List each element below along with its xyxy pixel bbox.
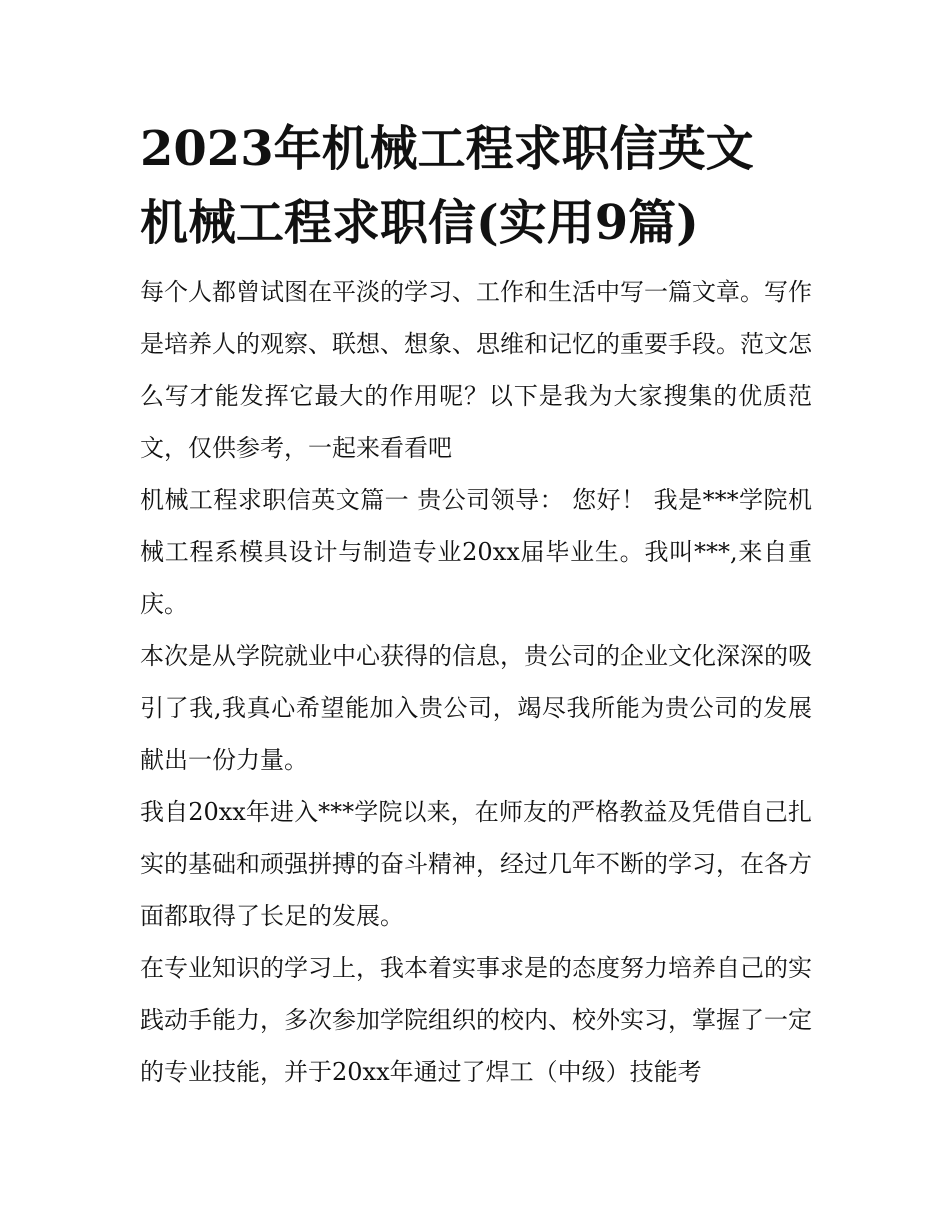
- document-title: [140, 112, 812, 260]
- paragraph-greeting: 机械工程求职信英文篇一 贵公司领导： 您好！ 我是***学院机械工程系模具设计与制造专业20xx届毕业生。我叫***,来自重庆。: [140, 486, 812, 618]
- title-line-1: 2023年机械工程求职信英文: [140, 121, 754, 177]
- paragraph-skills: 在专业知识的学习上，我本着实事求是的态度努力培养自己的实践动手能力，多次参加学院组织的校内、校外实习，掌握了一定的专业技能，并于20xx年通过了焊工（中级）技能考: [140, 954, 812, 1086]
- title-line-2: 机械工程求职信(实用9篇): [140, 195, 699, 251]
- document-page: [140, 112, 812, 1098]
- paragraph-background: 我自20xx年进入***学院以来，在师友的严格教益及凭借自己扎实的基础和顽强拼搏的奋斗精神，经过几年不断的学习，在各方面都取得了长足的发展。: [140, 798, 812, 930]
- paragraph-intro: 每个人都曾试图在平淡的学习、工作和生活中写一篇文章。写作是培养人的观察、联想、想象、思维和记忆的重要手段。范文怎么写才能发挥它最大的作用呢？以下是我为大家搜集的优质范文，仅供参考，一起来看看吧: [140, 278, 812, 462]
- paragraph-motivation: 本次是从学院就业中心获得的信息，贵公司的企业文化深深的吸引了我,我真心希望能加入贵公司，竭尽我所能为贵公司的发展献出一份力量。: [140, 642, 812, 774]
